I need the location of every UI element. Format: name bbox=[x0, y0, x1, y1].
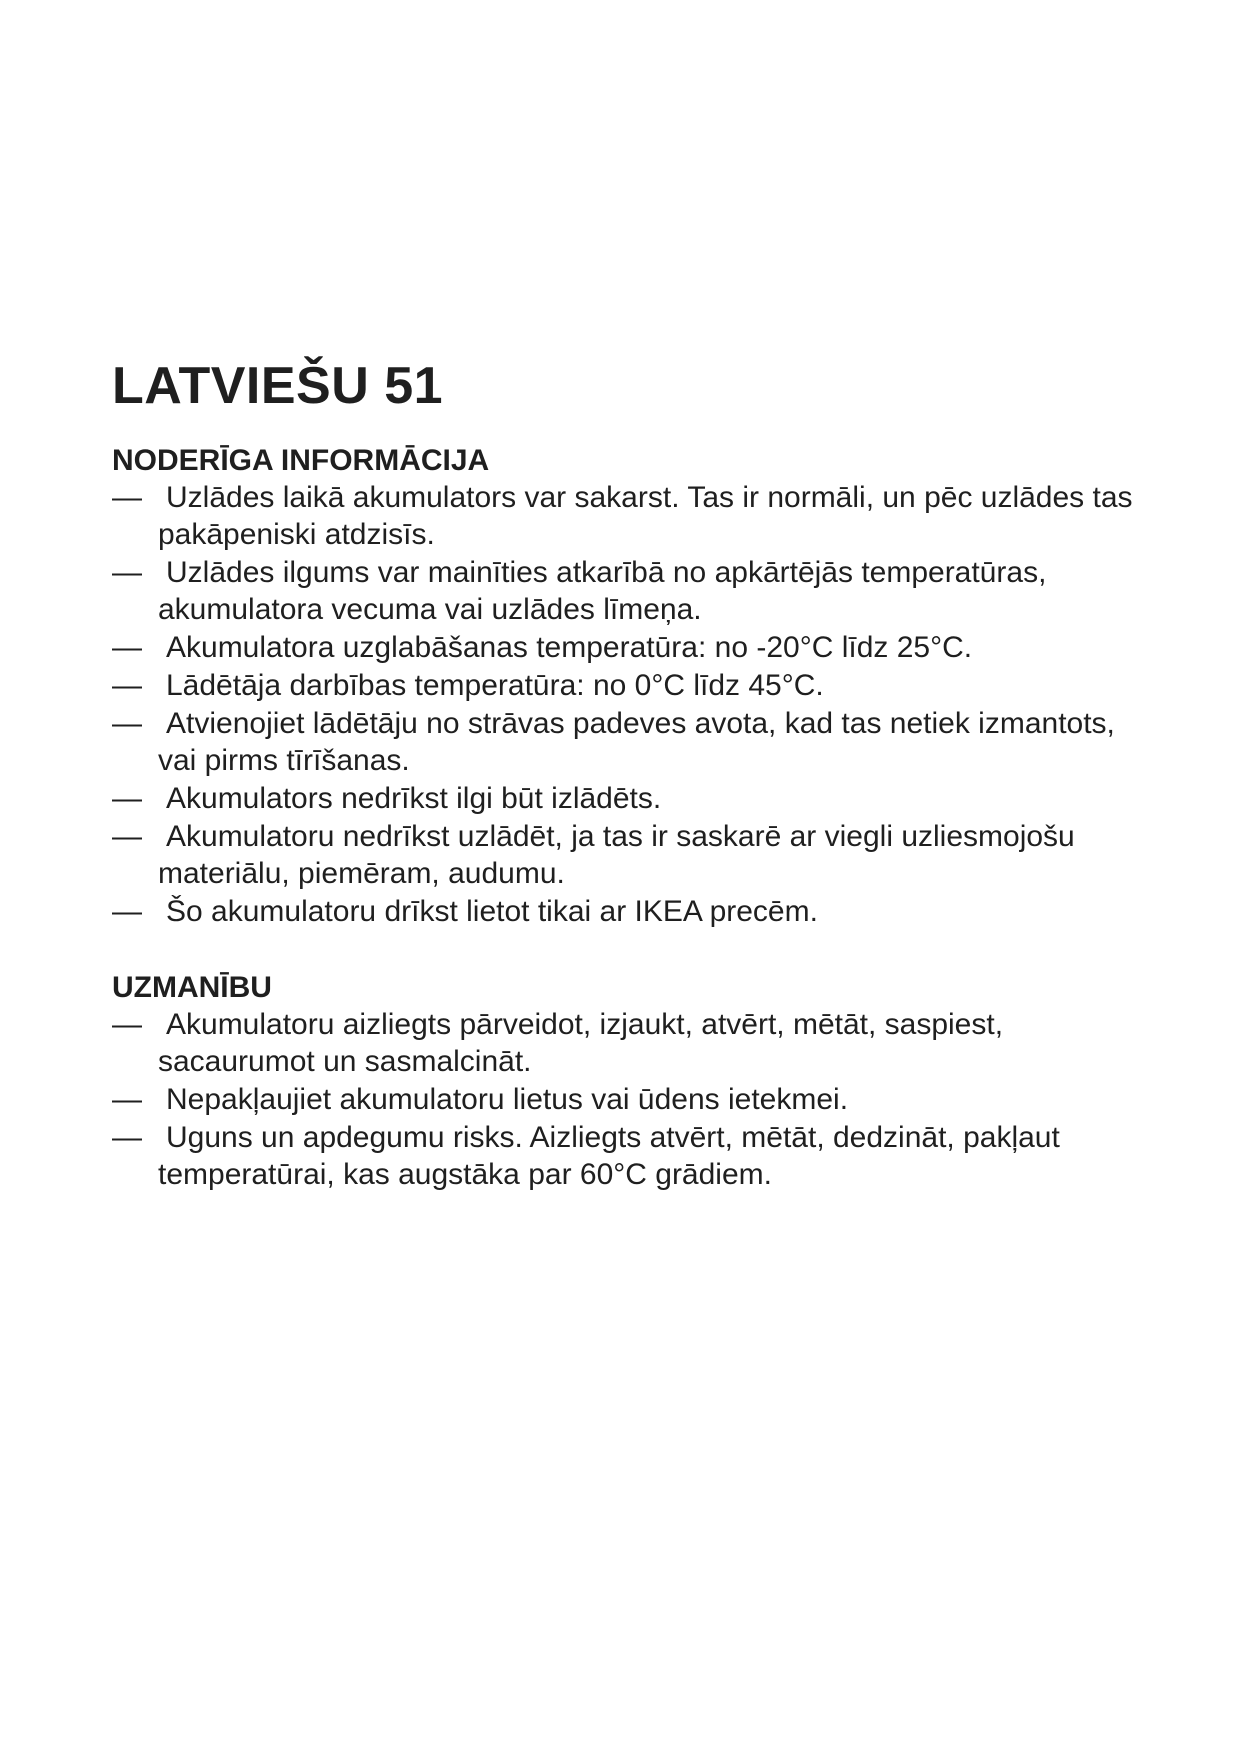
dash-bullet: — bbox=[112, 1083, 142, 1117]
section-heading-caution: UZMANĪBU bbox=[112, 971, 272, 1005]
list-item bbox=[112, 893, 1142, 930]
list-item-text: Akumulators nedrīkst ilgi būt izlādēts. bbox=[166, 782, 662, 816]
dash-bullet: — bbox=[112, 782, 142, 816]
list-item bbox=[112, 554, 1142, 628]
list-item bbox=[112, 1006, 1142, 1080]
dash-bullet: — bbox=[112, 669, 142, 703]
caution-list bbox=[112, 1006, 1142, 1193]
list-item bbox=[112, 667, 1142, 704]
dash-bullet: — bbox=[112, 631, 142, 665]
list-item-text: Uzlādes laikā akumulators var sakarst. Tas ir normāli, un pēc uzlādes tas pakāpeniski atdzisīs. bbox=[158, 481, 1133, 552]
list-item-text: Akumulatoru aizliegts pārveidot, izjaukt, atvērt, mētāt, saspiest, sacaurumot un sasmalcināt. bbox=[158, 1008, 1004, 1079]
list-item-text: Nepakļaujiet akumulatoru lietus vai ūdens ietekmei. bbox=[166, 1083, 849, 1117]
list-item-text: Akumulatoru nedrīkst uzlādēt, ja tas ir saskarē ar viegli uzliesmojošu materiālu, piemēram, audumu. bbox=[158, 820, 1075, 891]
section-caution bbox=[112, 970, 1142, 1193]
list-item-text: Akumulatora uzglabāšanas temperatūra: no -20°C līdz 25°C. bbox=[166, 631, 973, 665]
dash-bullet: — bbox=[112, 481, 142, 515]
section-heading-useful-information: NODERĪGA INFORMĀCIJA bbox=[112, 444, 490, 478]
dash-bullet: — bbox=[112, 1121, 142, 1155]
useful-information-list bbox=[112, 479, 1142, 930]
dash-bullet: — bbox=[112, 707, 142, 741]
dash-bullet: — bbox=[112, 820, 142, 854]
page-title: LATVIEŠU 51 bbox=[112, 357, 444, 415]
list-item bbox=[112, 705, 1142, 779]
list-item-text: Uguns un apdegumu risks. Aizliegts atvērt, mētāt, dedzināt, pakļaut temperatūrai, kas augstāka par 60°C grādiem. bbox=[158, 1121, 1060, 1192]
list-item-text: Atvienojiet lādētāju no strāvas padeves avota, kad tas netiek izmantots, vai pirms tīrīšanas. bbox=[158, 707, 1115, 778]
section-useful-information bbox=[112, 443, 1142, 930]
list-item bbox=[112, 780, 1142, 817]
dash-bullet: — bbox=[112, 895, 142, 929]
list-item-text: Uzlādes ilgums var mainīties atkarībā no apkārtējās temperatūras, akumulatora vecuma vai uzlādes līmeņa. bbox=[158, 556, 1047, 627]
dash-bullet: — bbox=[112, 1008, 142, 1042]
list-item-text: Lādētāja darbības temperatūra: no 0°C līdz 45°C. bbox=[166, 669, 824, 703]
list-item bbox=[112, 1119, 1142, 1193]
dash-bullet: — bbox=[112, 556, 142, 590]
list-item bbox=[112, 818, 1142, 892]
document-content bbox=[112, 358, 1142, 1233]
list-item bbox=[112, 479, 1142, 553]
list-item-text: Šo akumulatoru drīkst lietot tikai ar IKEA precēm. bbox=[166, 895, 818, 929]
list-item bbox=[112, 1081, 1142, 1118]
list-item bbox=[112, 629, 1142, 666]
